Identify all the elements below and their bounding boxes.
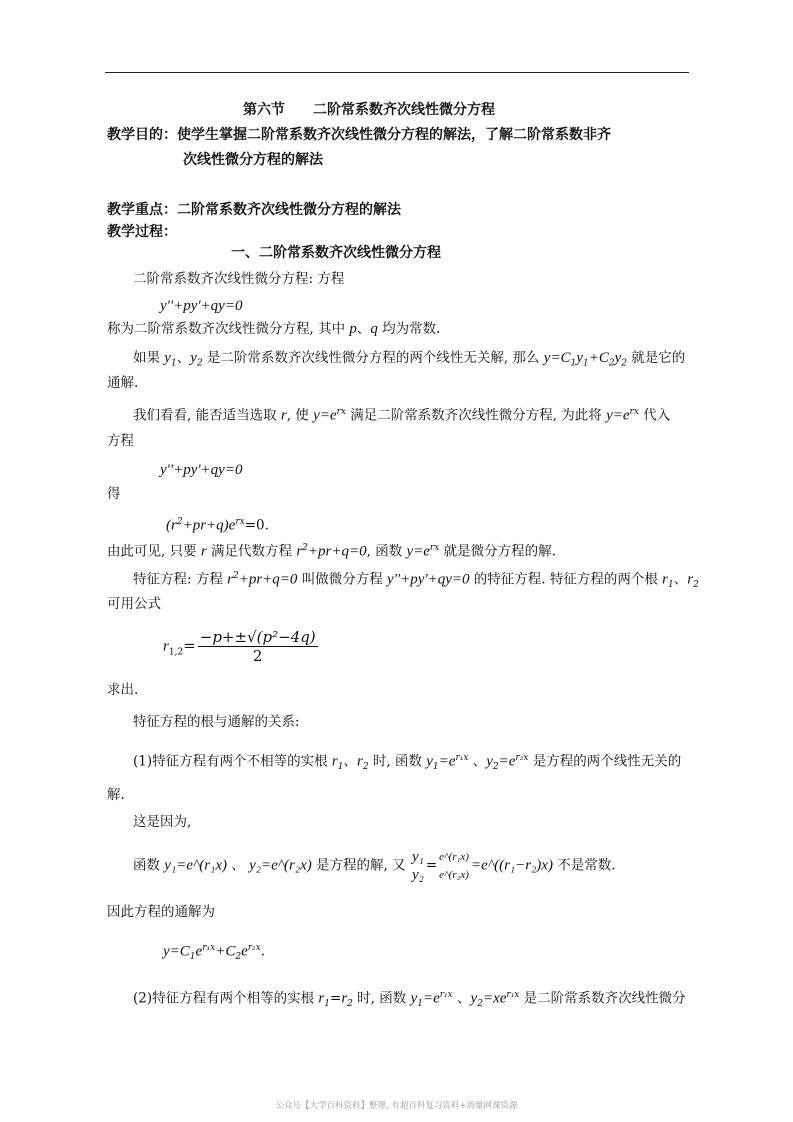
text-run: y [164,350,171,366]
text-run: 2 [347,999,353,1010]
text-run: 是方程的两个线性无关的 [528,753,682,770]
text-run: 的特征方程. 特征方程的两个根 [469,571,663,588]
header-rule [105,72,689,73]
text-run: 2 [621,358,627,369]
text-run: y [576,350,583,366]
text-run: rx [429,543,440,553]
process-label: 教学过程： [107,224,177,240]
text-run: . [260,943,266,960]
text-line [166,513,269,535]
key-point: 教学重点：二阶常系数齐次线性微分方程的解法 [107,202,401,218]
text-run: =0. [244,517,269,534]
because-formula: 函数 y₁=e^(r₁x) 、 y₂=e^(r₂x) 是方程的解, 又 y₁ y₂ = e^(r₁x) e^(r₂x) =e^((r₁−r₂)x) 不是常数. [133,849,616,883]
text-run: 方程 [107,433,134,449]
text-run: 1 [432,762,439,773]
text-run: q [370,321,378,337]
text-line [107,903,215,921]
text-run: 1 [570,358,577,369]
text-run: 1 [324,999,330,1010]
text-run: r [227,571,233,588]
text-run: y [426,753,433,770]
text-run: 1 [582,358,589,369]
text-run: 这是因为, [133,814,192,830]
text-line [133,349,685,373]
text-run: 特征方程的根与通解的关系: [133,714,300,730]
text-run: rx [336,407,346,417]
text-run: 2 [235,952,242,963]
text-run: =xe [482,990,507,1007]
text-run: 、 [468,753,487,770]
text-line [163,939,265,966]
text-run: 、 [673,571,688,588]
text-run: +pr+q=0 [238,571,298,588]
text-run: 1 [170,358,177,369]
text-run: 是二阶常系数齐次线性微分方程的两个线性无关解, 那么 [202,350,544,366]
text-line [107,681,138,699]
text-run: r₂x [247,943,261,953]
text-run: 得 [107,486,121,502]
text-run: y=C [163,943,190,960]
footer-watermark: 公众号【大学百科资料】整理, 有超百科复习资料+海量网课资源 [275,1101,518,1111]
text-run: +pr+q)e [182,517,236,534]
text-run: 2 [176,517,183,527]
text-run: 2 [477,999,483,1010]
text-run: 2 [232,571,239,581]
text-run: 1 [668,580,674,591]
text-run: r₂x [515,753,529,763]
text-line [133,403,670,425]
text-run: 1 [189,952,196,963]
text-run: e [195,943,203,960]
text-run: 时, 函数 [368,753,427,770]
text-run: 2 [196,358,203,369]
text-run: 就是微分方程的解. [439,543,556,560]
text-line [133,813,191,831]
text-line [133,749,681,776]
text-run: y=e [606,407,630,424]
text-run: r₁x [439,990,453,1000]
text-run: , 函数 [366,543,407,560]
text-run: 解. [107,787,125,803]
text-run: r [331,753,338,770]
objective-line-2: 次线性微分方程的解法 [183,152,323,168]
text-line [133,986,686,1013]
text-line [160,461,242,479]
text-line [160,297,242,315]
text-run: y [470,990,478,1007]
text-run: 1 [337,762,344,773]
text-run: 均为常数. [377,321,441,337]
text-run: y [190,350,197,366]
text-run: 就是它的 [627,350,686,366]
text-run: r [662,571,669,588]
text-line [107,539,556,561]
text-run: r [687,571,694,588]
text-run: (2)特征方程有两个相等的实根 [133,990,319,1007]
text-line [133,270,344,288]
text-run: rx [629,407,639,417]
text-run: +C [215,943,236,960]
text-run: y=e [313,407,337,424]
text-run: 如果 [133,350,165,366]
root-formula: $r_{1,2}=$ $\frac{\text{−p+±√(p²−4q)}}{2}$ [163,628,316,665]
text-run: y=C [543,350,571,366]
objective-line-1: 教学目的：使学生掌握二阶常系数齐次线性微分方程的解法，了解二阶常系数非齐 [107,127,611,143]
text-run: y [486,753,493,770]
text-line [107,374,138,392]
text-run: 时, 函数 [352,990,411,1007]
text-run: =e [498,753,516,770]
text-run: =e [438,753,456,770]
text-run: 1 [417,999,423,1010]
text-line [107,786,125,804]
text-run: 二阶常系数齐次线性微分方程: 方程 [133,271,345,287]
text-run: 2 [302,543,308,553]
text-run: 、 [452,990,471,1007]
text-run: =e [422,990,440,1007]
text-line [107,432,134,450]
text-run: 2 [693,580,699,591]
text-run: r [318,990,325,1007]
text-run: y [410,990,418,1007]
text-run: 因此方程的通解为 [107,904,215,920]
text-line [133,567,699,594]
text-run: r [200,543,207,560]
text-run: r₁x [506,990,520,1000]
text-line [133,713,300,731]
text-run: e [241,943,248,960]
text-run: 满足二阶常系数齐次线性微分方程, 为此将 [345,407,607,424]
text-line [107,485,121,503]
text-run: rx [235,517,245,527]
text-run: 、 [176,350,191,366]
text-run: y''+py'+qy=0 [160,462,243,478]
text-run: +C [588,350,609,366]
text-run: 可用公式 [107,596,161,612]
text-run: (1)特征方程有两个不相等的实根 [133,753,332,770]
section-title: 第六节 二阶常系数齐次线性微分方程 [243,102,495,118]
text-line [107,595,161,613]
text-run: 2 [608,358,615,369]
text-run: 满足代数方程 [206,543,297,560]
text-run: p [349,321,357,337]
text-run: y''+py'+qy=0 [387,571,470,588]
text-run: r₁x [202,943,216,953]
text-run: r [296,543,303,560]
text-run: y [614,350,622,366]
text-run: 特征方程: 方程 [133,571,228,588]
text-run: 、 [356,321,371,337]
text-run: r [280,407,287,424]
text-run: +pr+q=0 [307,543,367,560]
section-heading: 一、二阶常系数齐次线性微分方程 [231,245,441,261]
text-run: 、 [343,753,357,770]
text-run: 由此可见, 只要 [107,543,201,560]
text-run: 叫做微分方程 [297,571,388,588]
text-run: 称为二阶常系数齐次线性微分方程, 其中 [107,321,350,337]
text-run: 2 [362,762,369,773]
text-run: y''+py'+qy=0 [160,298,243,314]
text-run: 通解. [107,375,139,391]
text-run: = [330,990,342,1007]
text-run: 我们看看, 能否适当选取 [133,407,281,424]
text-run: 代入 [638,407,671,424]
text-run: y=e [406,543,430,560]
text-run: 2 [492,762,499,773]
text-run: , 使 [286,407,314,424]
text-run: 求出. [107,682,139,698]
text-run: r [357,753,363,770]
text-run: (r [166,517,177,534]
text-run: 是二阶常系数齐次线性微分 [519,990,686,1007]
text-run: r [341,990,348,1007]
text-run: r₁x [455,753,469,763]
text-line [107,320,440,338]
